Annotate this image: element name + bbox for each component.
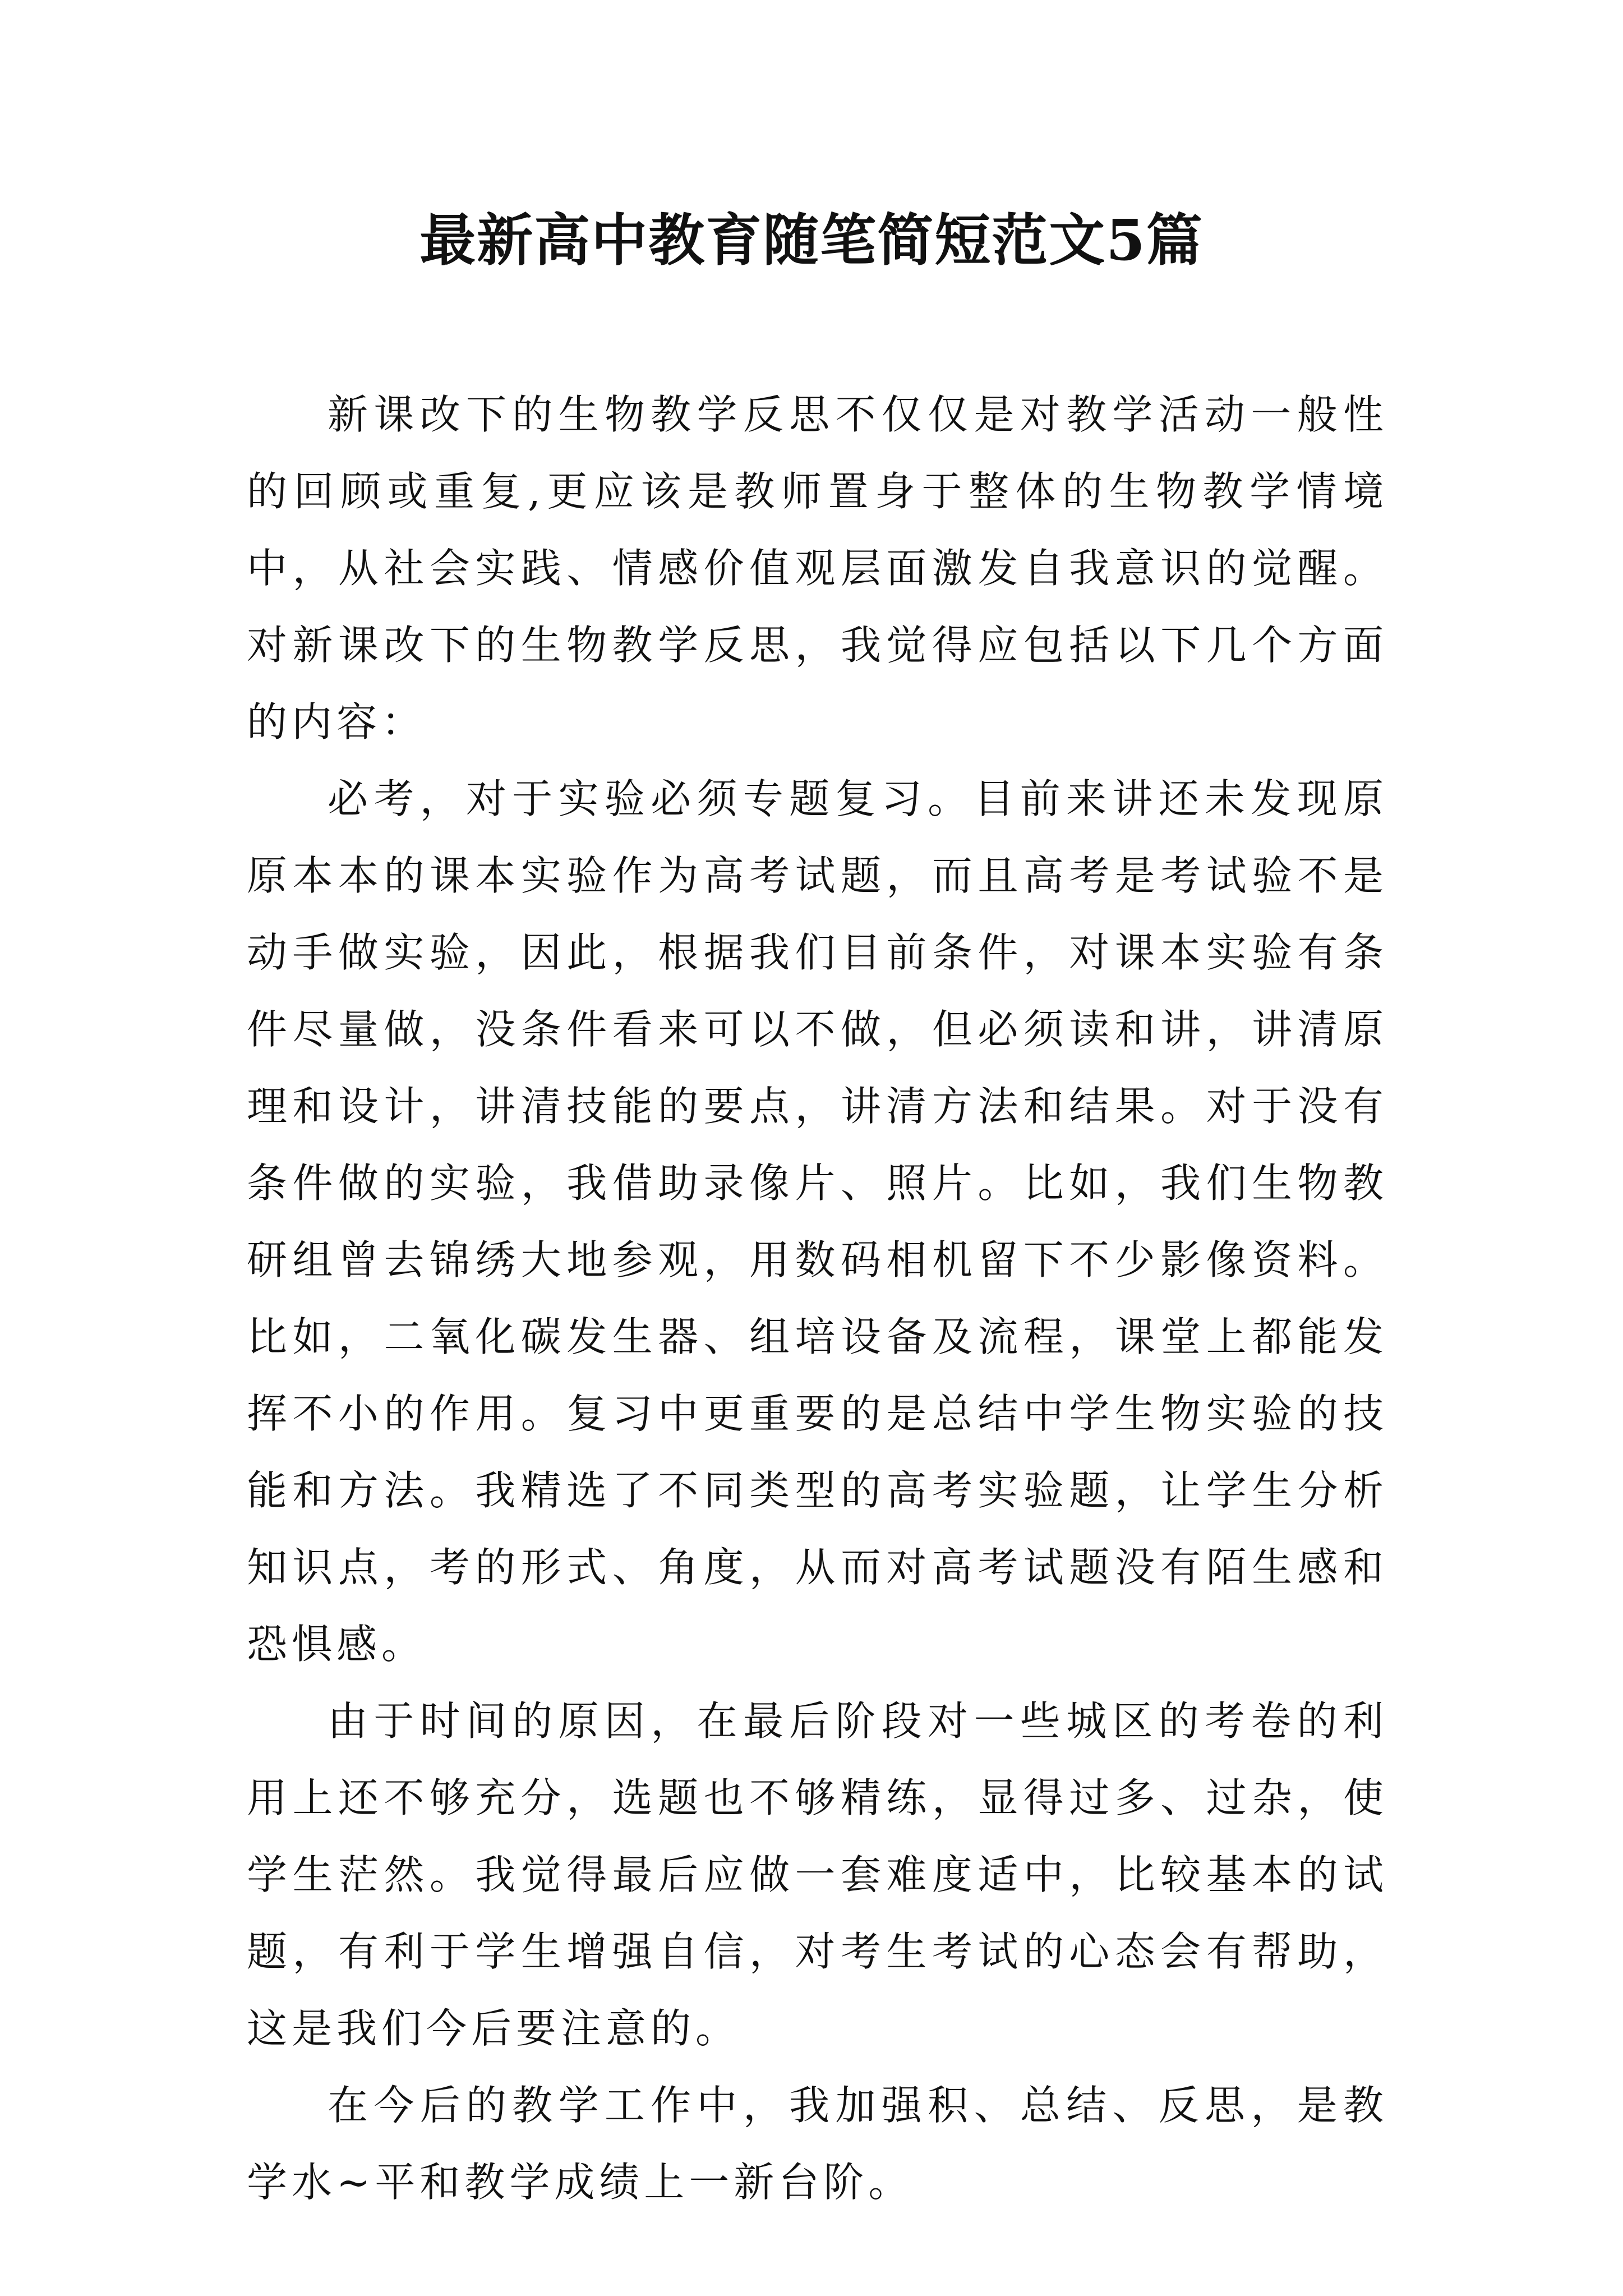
paragraph-2: 必考，对于实验必须专题复习。目前来讲还未发现原原本本的课本实验作为高考试题，而且高考是考试验不是动手做实验，因此，根据我们目前条件，对课本实验有条件尽量做，没条件看来可以不做，但必须读和讲，讲清原理和设计，讲清技能的要点，讲清方法和结果。对于没有条件做的实验，我借助录像片、照片。比如，我们生物教研组曾去锦绣大地参观，用数码相机留下不少影像资料。比如，二氧化碳发生器、组培设备及流程，课堂上都能发挥不小的作用。复习中更重要的是总结中学生物实验的技能和方法。我精选了不同类型的高考实验题，让学生分析知识点，考的形式、角度，从而对高考试题没有陌生感和恐惧感。 (247, 775, 1388, 1668)
paragraph-3: 由于时间的原因，在最后阶段对一些城区的考卷的利用上还不够充分，选题也不够精练，显得过多、过杂，使学生茫然。我觉得最后应做一套难度适中，比较基本的试题，有利于学生增强自信，对考生考试的心态会有帮助，这是我们今后要注意的。 (247, 1697, 1388, 2052)
document-body (247, 376, 1388, 2221)
paragraph-4: 在今后的教学工作中，我加强积、总结、反思，是教学水~平和教学成绩上一新台阶。 (247, 2082, 1388, 2206)
paragraph-1: 新课改下的生物教学反思不仅仅是对教学活动一般性的回顾或重复,更应该是教师置身于整体的生物教学情境中，从社会实践、情感价值观层面激发自我意识的觉醒。对新课改下的生物教学反思，我觉得应包括以下几个方面的内容： (247, 391, 1388, 746)
document-title: 最新高中教育随笔简短范文5篇 (419, 207, 1204, 273)
